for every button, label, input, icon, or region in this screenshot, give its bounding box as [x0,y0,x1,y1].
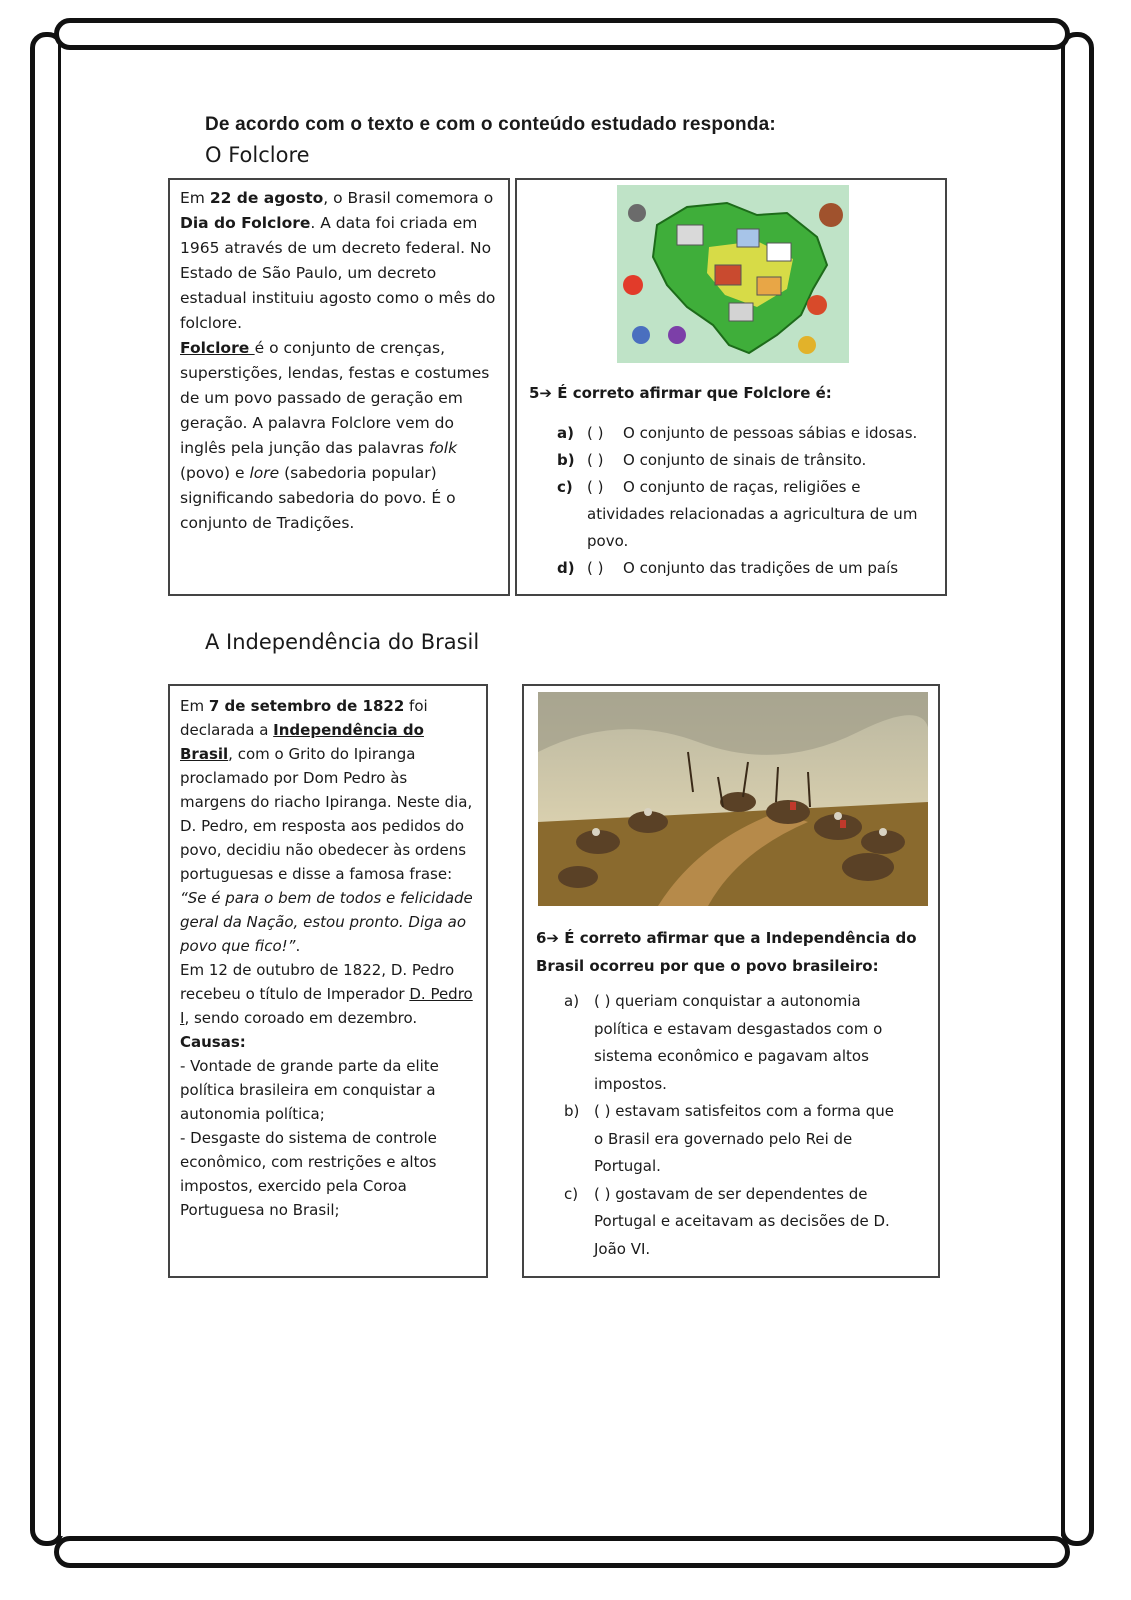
question-5-title: 5➔ É correto afirmar que Folclore é: [529,384,832,402]
section-title-folclore: O Folclore [205,143,310,167]
instruction-heading: De acordo com o texto e com o conteúdo estudado responda: [205,114,776,135]
question-5-box [515,178,947,596]
folclore-text-box [168,178,510,596]
question-6-option-b[interactable]: b) ( ) estavam satisfeitos com a forma que o Brasil era governado pelo Rei de Portugal. [564,1102,894,1175]
folclore-paragraph-1: Em 22 de agosto, o Brasil comemora o Dia do Folclore. A data foi criada em 1965 através de um decreto federal. No Estado de São Paulo, um decreto estadual instituiu agosto como o mês do folclore. [180,189,496,332]
question-5-options [557,420,937,582]
independencia-paragraph-1: Em 7 de setembro de 1822 foi declarada a Independência do Brasil, com o Grito do Ipiranga proclamado por Dom Pedro às margens do riacho Ipiranga. Neste dia, D. Pedro, em resposta aos pedidos do povo, decidiu não obedecer às ordens portuguesas e disse a famosa frase: “Se é para o bem de todos e felicidade geral da Nação, estou pronto. Diga ao povo que fico!”. [180,697,473,955]
causes-title: Causas: [180,1033,246,1051]
question-6-title: 6➔ É correto afirmar que a Independência do Brasil ocorreu por que o povo brasileiro: [536,929,917,975]
independencia-paragraph-2: Em 12 de outubro de 1822, D. Pedro recebeu o título de Imperador D. Pedro I, sendo coroado em dezembro. [180,961,473,1027]
cause-1: - Vontade de grande parte da elite política brasileira em conquistar a autonomia política; [180,1057,439,1123]
independencia-text-box [168,684,488,1278]
question-5-option-a[interactable]: a) ( ) O conjunto de pessoas sábias e idosas. [557,424,918,442]
folclore-paragraph-2: Folclore é o conjunto de crenças, superstições, lendas, festas e costumes de um povo passado de geração em geração. A palavra Folclore vem do inglês pela junção das palavras folk (povo) e lore (sabedoria popular) significando sabedoria do povo. É o conjunto de Tradições. [180,339,490,532]
question-5-option-c[interactable]: c) ( ) O conjunto de raças, religiões e [557,478,861,496]
folclore-map-image [617,185,849,363]
independencia-painting-image [538,692,928,906]
cause-2: - Desgaste do sistema de controle econômico, com restrições e altos impostos, exercido pela Coroa Portuguesa no Brasil; [180,1129,437,1219]
question-6-option-c[interactable]: c) ( ) gostavam de ser dependentes de Portugal e aceitavam as decisões de D. João VI. [564,1184,890,1258]
question-5-option-b[interactable]: b) ( ) O conjunto de sinais de trânsito. [557,451,867,469]
question-5-option-d[interactable]: d) ( ) O conjunto das tradições de um país [557,559,899,577]
border-bottom-roll [54,1536,1070,1568]
question-5-option-c-cont: atividades relacionadas a agricultura de um povo. [587,505,918,550]
border-top-roll [54,18,1070,50]
question-6-option-a[interactable]: a) ( ) queriam conquistar a autonomia política e estavam desgastados com o sistema econômico e pagavam altos impostos. [564,992,883,1093]
question-6-box [522,684,940,1278]
section-title-independencia: A Independência do Brasil [205,630,480,654]
question-6-options [564,988,934,1263]
border-right-roll [1060,32,1094,1546]
